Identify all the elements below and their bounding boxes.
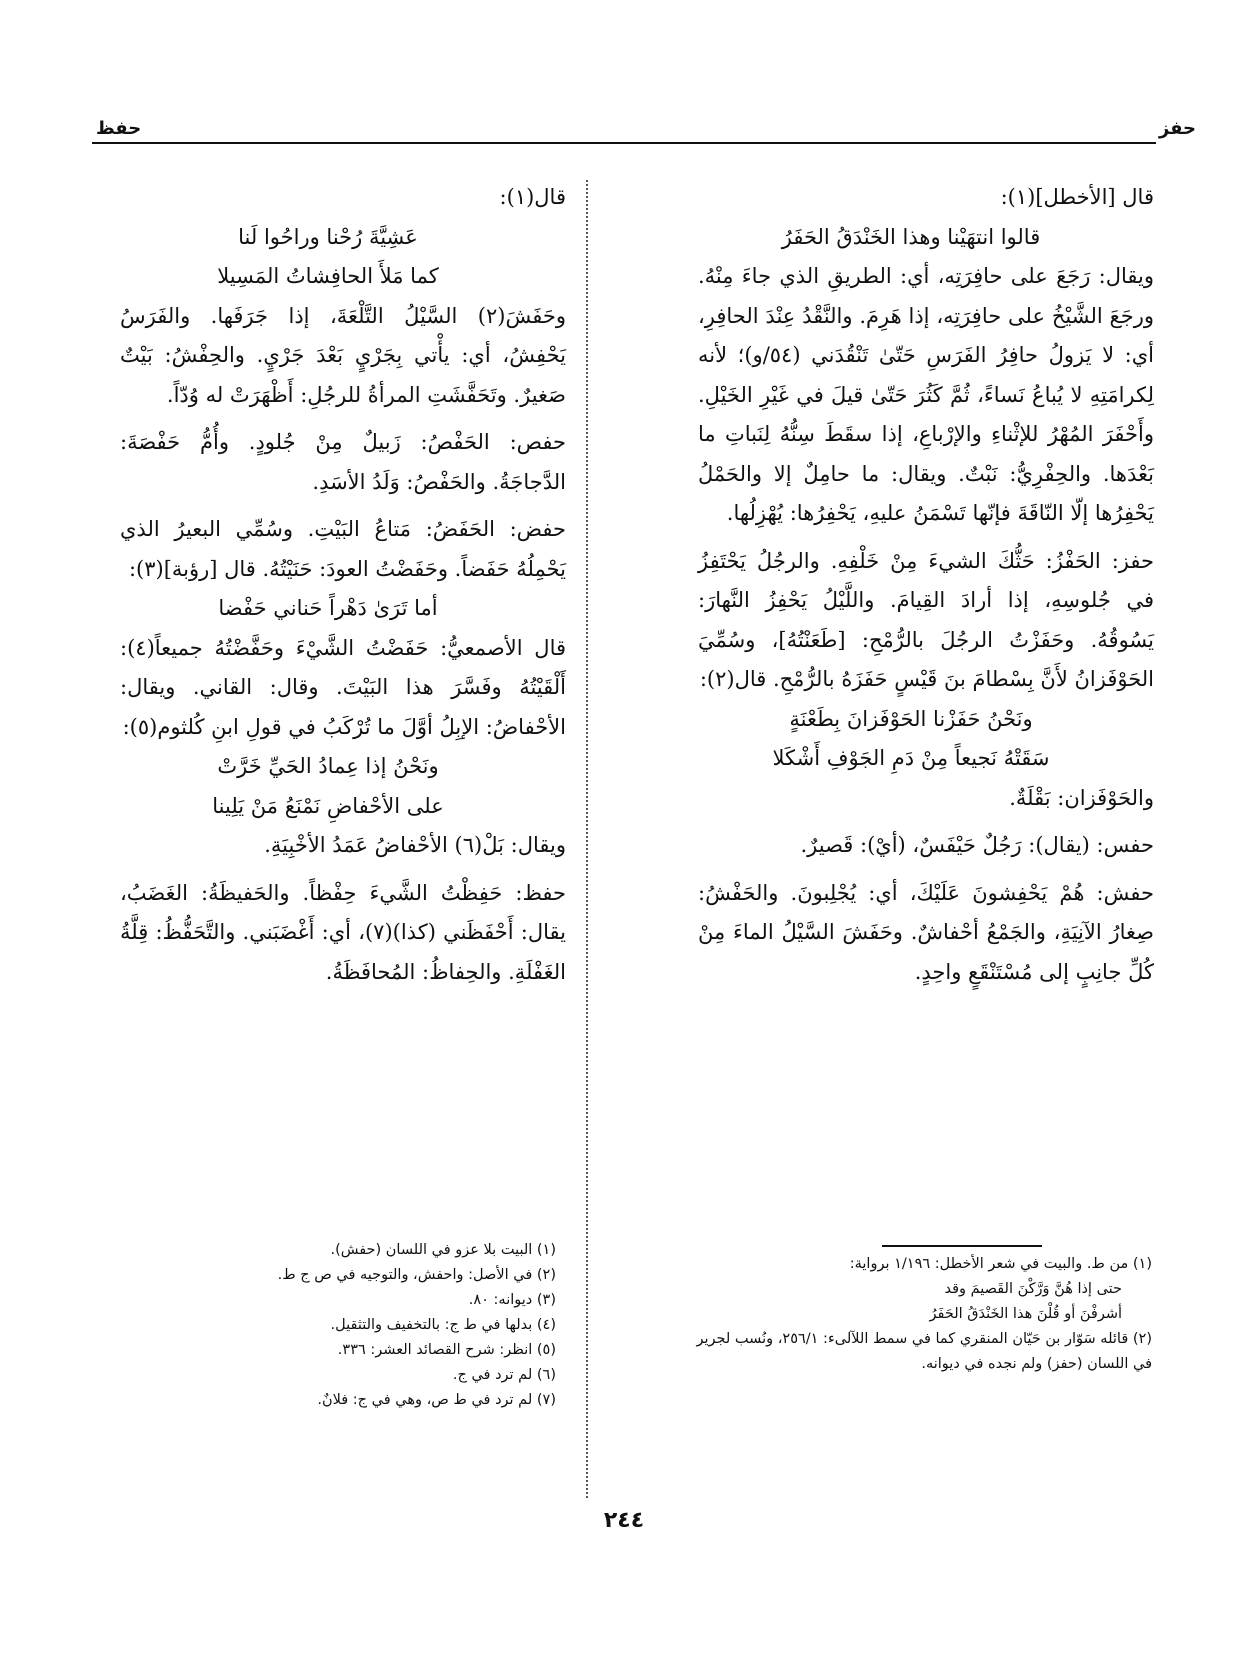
footnote: (٧) لم ترد في ط ص، وهي في ج: فلانٌ. (317, 1392, 556, 1408)
entry-paragraph: قال الأصمعيُّ: حَفَضْتُ الشَّيْءَ وحَفَّضْتُهُ جميعاً(٤): أَلْقَيْتُهُ وفَسَّرَ هذا البَيْتَ. وقال: القاني. ويقال: الأحْفاضُ: الإبِلُ أوَّلَ ما تُرْكَبُ في قولِ ابنِ كُلثوم(٥): (120, 635, 566, 739)
footnote-rule (882, 1245, 1042, 1247)
footnote: (١) من ط. والبيت في شعر الأخطل: ١/١٩٦ برواية: (849, 1256, 1152, 1272)
left-column (120, 178, 566, 992)
verse-line: سَقَتْهُ نَجيعاً مِنْ دَمِ الجَوْفِ أَشْكَلا (772, 746, 1050, 770)
header-rule (92, 142, 1156, 144)
quote-intro: قال(١): (499, 185, 566, 209)
entry-hafsh: حفش: هُمْ يَحْفِشونَ عَلَيْكَ، أي: يُجْلِبونَ. والحَفْشُ: صِغارُ الآنِيَةِ، والجَمْعُ أحْفاشٌ. وحَفَشَ السَّيْلُ الماءَ مِنْ كُلِّ جانِبٍ إلى مُسْتَنْقَعٍ واحِدٍ. (698, 880, 1154, 984)
footnote: (٥) انظر: شرح القصائد العشر: ٣٣٦. (337, 1342, 556, 1358)
footnote: (٢) قائله سَوّار بن حَيّان المنقري كما في سمط اللآلىء: ٢٥٦/١، ونُسب لجرير في اللسان (حفز) ولم نجده في ديوانه. (696, 1331, 1152, 1372)
footnote: (٢) في الأصل: واحفش، والتوجيه في ص ج ط. (277, 1267, 556, 1283)
left-footnotes (220, 1238, 556, 1413)
verse-line: ونَحْنُ حَفَزْنا الحَوْفَزانَ بِطَعْنَةٍ (789, 706, 1033, 731)
footnote-verse: أشرفْنَ أو قُلْنَ هذا الخَنْدَقُ الحَفَرُ (929, 1306, 1122, 1322)
entry-paragraph: وحَفَشَ(٢) السَّيْلُ التَّلْعَةَ، إذا جَرَفَها. والفَرَسُ يَحْفِشُ، أي: يأْتي بِجَرْيٍ بَعْدَ جَرْيٍ. والحِفْشُ: بَيْتٌ صَغيرٌ. وتَحَفَّشَتِ المرأةُ للرجُلِ: أَظْهَرَتْ له وُدّاً. (120, 303, 566, 407)
page-number: ٢٤٤ (603, 1508, 645, 1533)
right-footnotes (682, 1252, 1152, 1377)
verse-line: ونَحْنُ إذا عِمادُ الحَيِّ خَرَّتْ (217, 754, 439, 778)
right-column (698, 178, 1154, 992)
footnote: (٣) ديوانه: ٨٠. (468, 1292, 556, 1308)
footnote: (٦) لم ترد في ج. (452, 1367, 556, 1383)
entry-paragraph: ويقال: بَلْ(٦) الأحْفاضُ عَمَدُ الأخْبِيَةِ. (264, 833, 566, 857)
footnote: (١) البيت بلا عزو في اللسان (حفش). (330, 1242, 556, 1258)
entry-hafs-sad: حفص: الحَفْصُ: زَبيلٌ مِنْ جُلودٍ. وأُمُّ حَفْصَةَ: الدَّجاجَةُ. والحَفْصُ: وَلَدُ الأسَدِ. (120, 430, 566, 494)
entry-paragraph: ويقال: رَجَعَ على حافِرَتِه، أي: الطريقِ الذي جاءَ مِنْهُ. ورجَعَ الشَّيْخُ على حافِرَتِه، إذا هَرِمَ. والنَّقْدُ عِنْدَ الحافِرِ، أي: لا يَزولُ حافِرُ الفَرَسِ حَتّىٰ تَنْقُدَني (٥٤/و)؛ لأنه لِكرامَتِهِ لا يُباعُ نَساءً، ثُمَّ كَثُرَ حَتّىٰ قيلَ في غَيْرِ الخَيْلِ. وأَحْفَرَ المُهْرُ للإثْناءِ والإرْباعِ، إذا سقَطَ سِنُّهُ لِنَباتِ ما بَعْدَها. والحِفْرِيُّ: نَبْتٌ. ويقال: ما حامِلٌ إلا والحَمْلُ يَحْفِرُها إلّا النّاقَةَ فإنّها تَسْمَنُ عليهِ، يَحْفِرُها: يُهْزِلُها. (698, 264, 1155, 525)
entry-hafz: حفز: الحَفْزُ: حَثُّكَ الشيءَ مِنْ خَلْفِهِ. والرجُلُ يَحْتَفِزُ في جُلوسِهِ، إذا أرادَ القِيامَ. واللَّيْلُ يَحْفِزُ النَّهارَ: يَسُوقُهُ. وحَفَزْتُ الرجُلَ بالرُّمْحِ: [طَعَنْتُهُ]، وسُمِّيَ الحَوْفَزانُ لأَنَّ بِسْطامَ بنَ قَيْسٍ حَفَزَهُ بالرُّمْحِ. قال(٢): (698, 548, 1154, 691)
running-header-left: حفظ (96, 118, 142, 139)
footnote: (٤) بدلها في ط ج: بالتخفيف والتثقيل. (330, 1317, 556, 1333)
entry-hafiz: حفظ: حَفِظْتُ الشَّيءَ حِفْظاً. والحَفيظَةُ: الغَضَبُ، يقال: أَحْفَظَني (كذا)(٧)، أي: أَغْضَبَني. والتَّحَفُّظُ: قِلَّةُ الغَفْلَةِ. والحِفاظُ: المُحافَظَةُ. (120, 880, 566, 984)
quote-intro: قال [الأخطل](١): (1000, 185, 1154, 209)
verse-line: أما تَرَىٰ دَهْراً حَناني حَفْضا (218, 596, 438, 620)
entry-hafad: حفض: الحَفَضُ: مَتاعُ البَيْتِ. وسُمِّي البعيرُ الذي يَحْمِلُهُ حَفَضاً. وحَفَضْتُ العودَ: حَنَيْتُهُ. قال [رؤبة](٣): (120, 517, 566, 581)
entry-hafs: حفس: (يقال): رَجُلٌ حَيْفَسٌ، (أيْ): قَصيرٌ. (800, 833, 1154, 857)
verse-line: كما مَلأَ الحافِشاتُ المَسِيلا (217, 264, 439, 288)
running-header-right: حفز (1158, 118, 1196, 139)
verse-line: قالوا انتهَيْنا وهذا الخَنْدَقُ الحَفَرُ (781, 224, 1041, 249)
entry-paragraph: والحَوْفَزان: بَقْلَةٌ. (1009, 785, 1154, 810)
footnote-verse: حتى إذا هُنَّ وَرَّكْنَ القَصيمَ وقد (944, 1281, 1122, 1297)
verse-line: على الأحْفاضِ نَمْنَعُ مَنْ يَلِينا (212, 793, 444, 818)
verse-line: عَشِيَّةَ رُحْنا وراحُوا لَنا (238, 224, 418, 249)
column-separator (586, 180, 588, 1498)
